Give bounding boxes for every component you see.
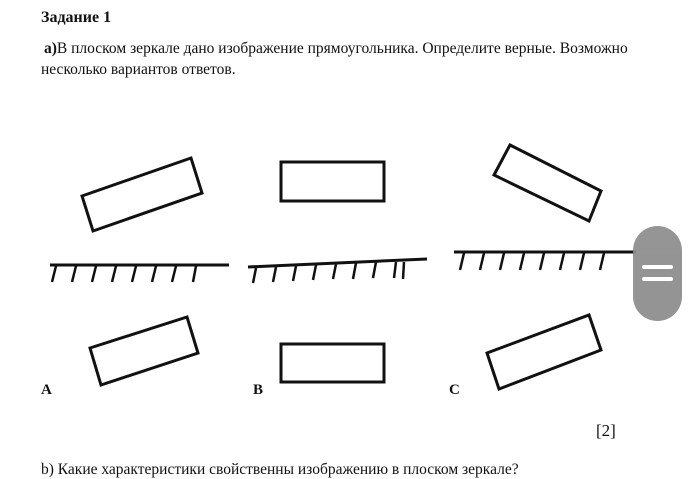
option-b-label: B — [253, 382, 264, 398]
option-c-object-rect — [494, 145, 601, 221]
option-b-image-rect — [281, 344, 384, 382]
option-a-label: A — [41, 382, 52, 398]
option-a-mirror-hatch — [52, 266, 196, 282]
option-c-label: C — [449, 382, 460, 398]
option-b-mirror-line — [248, 259, 427, 267]
option-a-image-rect — [90, 317, 198, 385]
question-body: В плоском зеркале дано изображение прямоугольника. Определите верные. Возможно несколько вариантов ответов. — [41, 40, 628, 78]
question-label: a) — [44, 40, 57, 57]
option-c-mirror-hatch — [460, 253, 604, 270]
option-a-figure — [50, 158, 229, 385]
task-title: Задание 1 — [41, 9, 112, 26]
option-c-image-rect — [487, 315, 601, 389]
option-b-figure — [248, 162, 427, 382]
option-c-figure — [454, 145, 636, 389]
next-question-text: b) Какие характеристики свойственны изображению в плоском зеркале? — [41, 461, 519, 478]
option-b-object-rect — [281, 162, 384, 201]
option-a-object-rect — [82, 158, 202, 231]
scroll-handle[interactable] — [633, 226, 682, 321]
score-marks: [2] — [596, 421, 616, 440]
